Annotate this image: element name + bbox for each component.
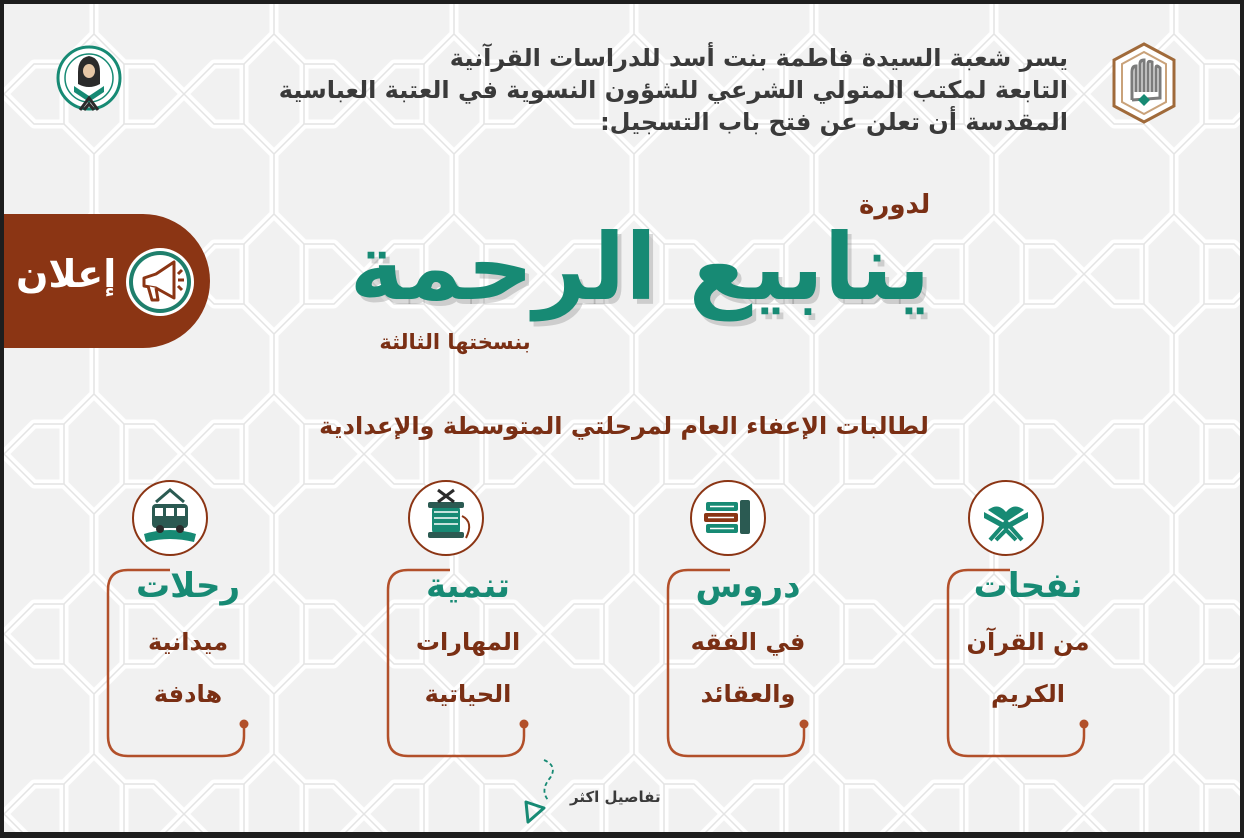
books-icon: [690, 480, 766, 556]
card-line-2: هادفة: [153, 680, 223, 708]
pointer-arrow-icon: [514, 756, 574, 828]
announcement-poster: [4, 4, 1240, 832]
card-title: رحلات: [135, 566, 241, 606]
course-prefix: لدورة: [859, 190, 931, 220]
megaphone-icon: [126, 248, 194, 316]
bus-icon: [132, 480, 208, 556]
course-edition: بنسختها الثالثة: [379, 330, 531, 354]
card-line-2: والعقائد: [700, 680, 796, 708]
thread-spool-icon: [408, 480, 484, 556]
card-title: تنمية: [426, 566, 510, 606]
card-line-2: الحياتية: [424, 680, 512, 708]
card-line-1: من القرآن: [966, 628, 1090, 656]
course-title: ينابيع الرحمة: [349, 214, 931, 321]
card-title: نفحات: [973, 566, 1083, 606]
announcement-badge: [4, 214, 210, 348]
intro-line-2: التابعة لمكتب المتولي الشرعي للشؤون النسوية في العتبة العباسية: [278, 76, 1068, 104]
abbas-shrine-logo: [1108, 42, 1180, 124]
announcement-label: إعلان: [16, 252, 117, 296]
card-quran: [938, 480, 1118, 758]
more-details-link[interactable]: تفاصيل اكثر: [570, 788, 661, 806]
card-line-1: ميدانية: [147, 628, 229, 656]
intro-line-3: المقدسة أن تعلن عن فتح باب التسجيل:: [600, 108, 1068, 136]
intro-text: [168, 42, 1068, 138]
card-title: دروس: [695, 566, 801, 606]
audience-text: لطالبات الإعفاء العام لمرحلتي المتوسطة والإعدادية: [319, 412, 929, 440]
card-line-1: في الفقه: [690, 628, 806, 656]
card-lessons: [658, 480, 838, 758]
fatima-school-logo: [54, 44, 124, 120]
intro-line-1: يسر شعبة السيدة فاطمة بنت أسد للدراسات القرآنية: [449, 44, 1068, 72]
quran-icon: [968, 480, 1044, 556]
card-line-1: المهارات: [415, 628, 521, 656]
card-trips: [98, 480, 278, 758]
card-line-2: الكريم: [991, 680, 1065, 708]
card-skills: [378, 480, 558, 758]
